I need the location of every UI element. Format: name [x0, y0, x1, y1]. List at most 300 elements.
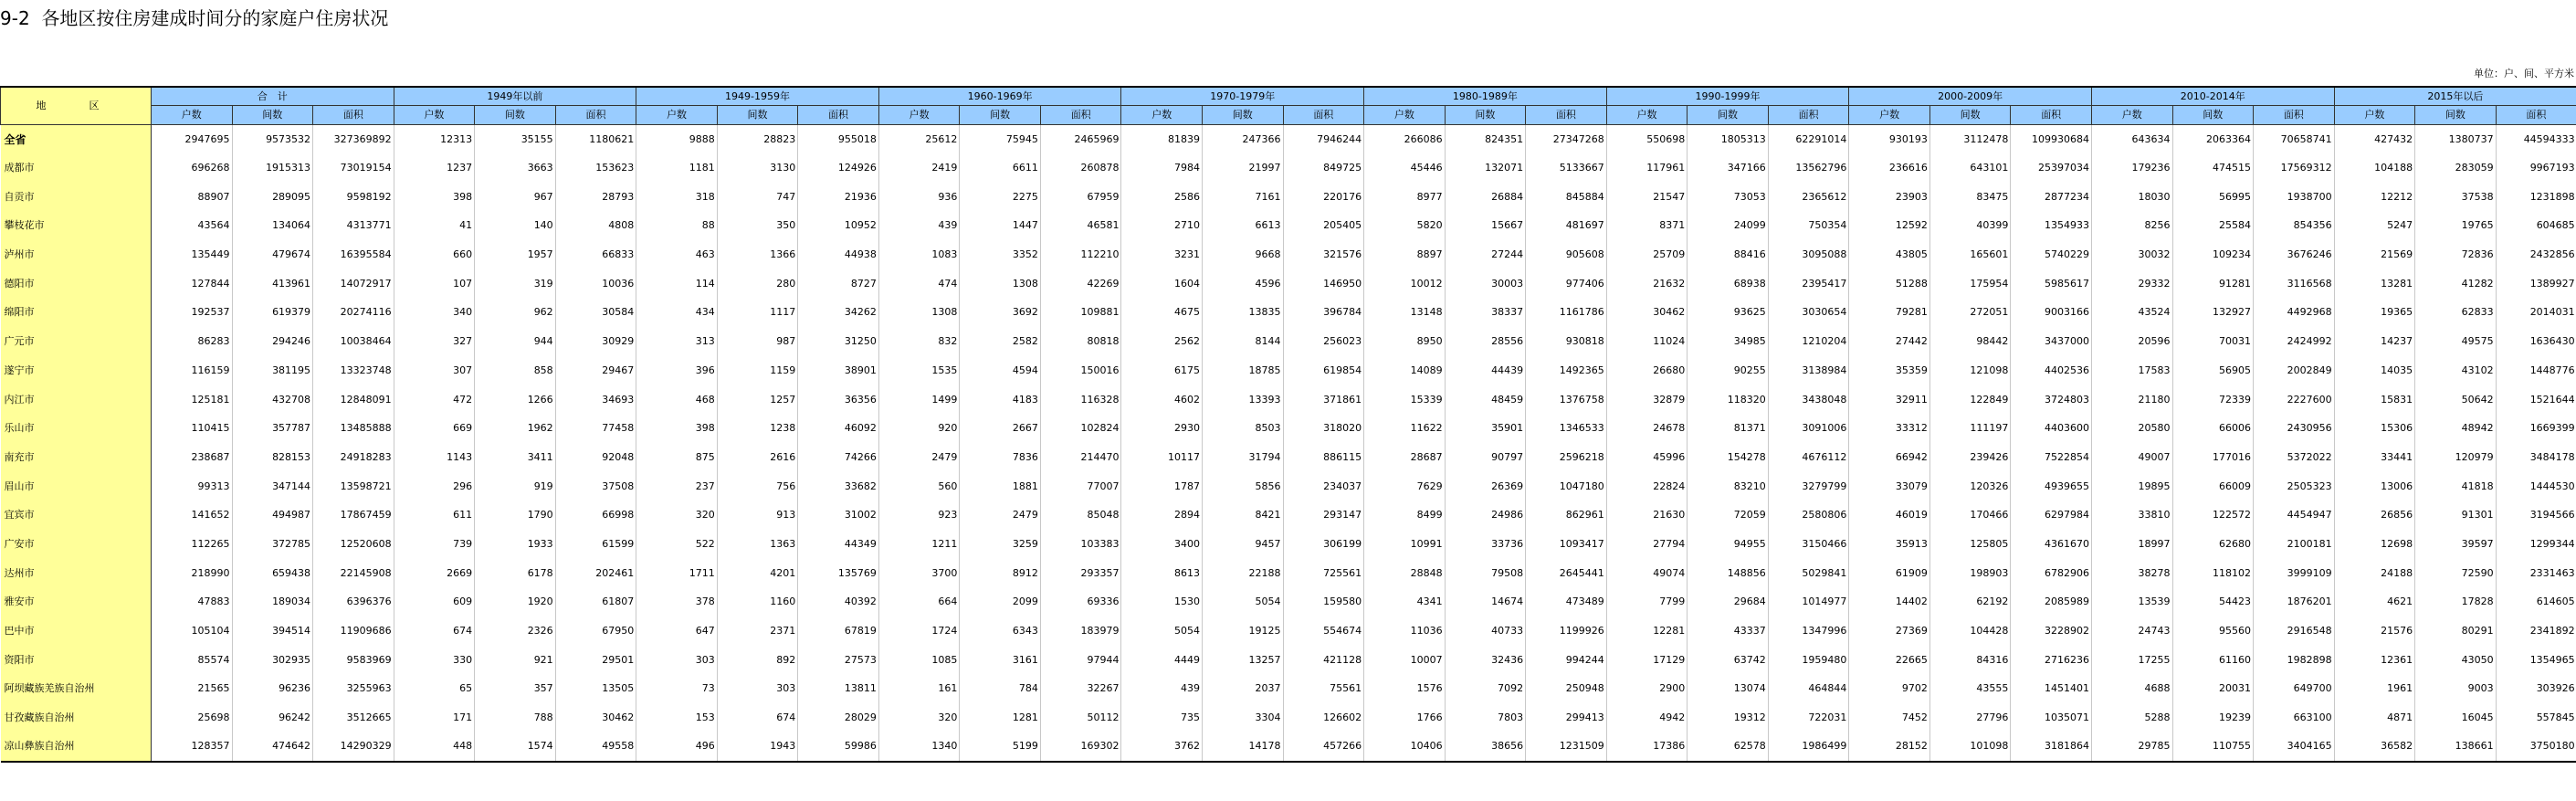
- value-cell: 118320: [1688, 385, 1769, 415]
- value-cell: 481697: [1526, 212, 1607, 241]
- value-cell: 21936: [798, 183, 879, 212]
- value-cell: 1790: [475, 501, 556, 530]
- value-cell: 1363: [717, 530, 798, 559]
- value-cell: 8727: [798, 269, 879, 299]
- value-cell: 72590: [2415, 559, 2497, 588]
- table-row: [1, 299, 2576, 328]
- value-cell: 320: [636, 501, 718, 530]
- value-cell: 756: [717, 472, 798, 501]
- value-cell: 28152: [1849, 732, 1930, 762]
- value-cell: 140: [475, 212, 556, 241]
- value-cell: 1014977: [1768, 588, 1849, 617]
- value-cell: 1636430: [2496, 327, 2576, 356]
- value-cell: 8897: [1364, 240, 1446, 269]
- value-cell: 102824: [1040, 414, 1121, 443]
- value-cell: 73: [636, 675, 718, 704]
- value-cell: 2562: [1121, 327, 1203, 356]
- value-cell: 205405: [1283, 212, 1364, 241]
- value-cell: 25709: [1606, 240, 1688, 269]
- region-cell: 遂宁市: [1, 356, 152, 385]
- value-cell: 30462: [1606, 299, 1688, 328]
- value-cell: 124926: [798, 153, 879, 183]
- value-cell: 50112: [1040, 703, 1121, 732]
- value-cell: 4675: [1121, 299, 1203, 328]
- value-cell: 21630: [1606, 501, 1688, 530]
- value-cell: 381195: [232, 356, 313, 385]
- value-cell: 43805: [1849, 240, 1930, 269]
- value-cell: 33682: [798, 472, 879, 501]
- value-cell: 36356: [798, 385, 879, 415]
- table-body: [1, 125, 2576, 762]
- region-cell: 南充市: [1, 443, 152, 472]
- region-cell: 宜宾市: [1, 501, 152, 530]
- value-cell: 18997: [2091, 530, 2172, 559]
- value-cell: 5985617: [2011, 269, 2092, 299]
- page-title: 9-2 各地区按住房建成时间分的家庭户住房状况: [0, 7, 389, 29]
- value-cell: 30462: [555, 703, 636, 732]
- value-cell: 11036: [1364, 617, 1446, 646]
- value-cell: 1231509: [1526, 732, 1607, 762]
- value-cell: 10036: [555, 269, 636, 299]
- value-cell: 828153: [232, 443, 313, 472]
- value-cell: 66006: [2172, 414, 2254, 443]
- value-cell: 11909686: [313, 617, 394, 646]
- value-cell: 1986499: [1768, 732, 1849, 762]
- value-cell: 439: [878, 212, 960, 241]
- value-cell: 20580: [2091, 414, 2172, 443]
- group-header: 合 计: [152, 87, 394, 106]
- value-cell: 73019154: [313, 153, 394, 183]
- table-row: [1, 703, 2576, 732]
- subcolumn-header: 户数: [878, 106, 960, 125]
- value-cell: 2424992: [2254, 327, 2335, 356]
- value-cell: 7836: [960, 443, 1041, 472]
- subcolumn-header: 户数: [152, 106, 233, 125]
- value-cell: 722031: [1768, 703, 1849, 732]
- value-cell: 2586: [1121, 183, 1203, 212]
- value-cell: 371861: [1283, 385, 1364, 415]
- value-cell: 116328: [1040, 385, 1121, 415]
- value-cell: 9583969: [313, 646, 394, 675]
- value-cell: 3138984: [1768, 356, 1849, 385]
- value-cell: 65: [394, 675, 475, 704]
- value-cell: 189034: [232, 588, 313, 617]
- value-cell: 8950: [1364, 327, 1446, 356]
- value-cell: 2916548: [2254, 617, 2335, 646]
- table-row: [1, 732, 2576, 762]
- value-cell: 24743: [2091, 617, 2172, 646]
- value-cell: 146950: [1283, 269, 1364, 299]
- value-cell: 4942: [1606, 703, 1688, 732]
- value-cell: 2037: [1203, 675, 1284, 704]
- region-cell: 德阳市: [1, 269, 152, 299]
- value-cell: 434: [636, 299, 718, 328]
- value-cell: 3692: [960, 299, 1041, 328]
- value-cell: 19365: [2334, 299, 2415, 328]
- subcolumn-header: 间数: [1929, 106, 2011, 125]
- value-cell: 327369892: [313, 125, 394, 154]
- value-cell: 80291: [2415, 617, 2497, 646]
- value-cell: 321576: [1283, 240, 1364, 269]
- value-cell: 236616: [1849, 153, 1930, 183]
- value-cell: 9573532: [232, 125, 313, 154]
- value-cell: 669: [394, 414, 475, 443]
- value-cell: 32267: [1040, 675, 1121, 704]
- value-cell: 9888: [636, 125, 718, 154]
- value-cell: 49007: [2091, 443, 2172, 472]
- value-cell: 357: [475, 675, 556, 704]
- value-cell: 77007: [1040, 472, 1121, 501]
- value-cell: 747: [717, 183, 798, 212]
- value-cell: 93625: [1688, 299, 1769, 328]
- value-cell: 299413: [1526, 703, 1607, 732]
- value-cell: 2580806: [1768, 501, 1849, 530]
- value-cell: 33736: [1445, 530, 1526, 559]
- value-cell: 303: [636, 646, 718, 675]
- value-cell: 29332: [2091, 269, 2172, 299]
- value-cell: 10991: [1364, 530, 1446, 559]
- value-cell: 91281: [2172, 269, 2254, 299]
- table-row: [1, 153, 2576, 183]
- value-cell: 955018: [798, 125, 879, 154]
- value-cell: 4403600: [2011, 414, 2092, 443]
- value-cell: 1530: [1121, 588, 1203, 617]
- value-cell: 1376758: [1526, 385, 1607, 415]
- value-cell: 1933: [475, 530, 556, 559]
- value-cell: 33312: [1849, 414, 1930, 443]
- value-cell: 2099: [960, 588, 1041, 617]
- value-cell: 550698: [1606, 125, 1688, 154]
- value-cell: 987: [717, 327, 798, 356]
- region-cell: 眉山市: [1, 472, 152, 501]
- subcolumn-header: 户数: [394, 106, 475, 125]
- value-cell: 919: [475, 472, 556, 501]
- value-cell: 1159: [717, 356, 798, 385]
- value-cell: 921: [475, 646, 556, 675]
- value-cell: 4602: [1121, 385, 1203, 415]
- value-cell: 413961: [232, 269, 313, 299]
- value-cell: 43050: [2415, 646, 2497, 675]
- value-cell: 17255: [2091, 646, 2172, 675]
- subcolumn-header: 间数: [232, 106, 313, 125]
- value-cell: 66009: [2172, 472, 2254, 501]
- region-cell: 广元市: [1, 327, 152, 356]
- value-cell: 24986: [1445, 501, 1526, 530]
- value-cell: 8977: [1364, 183, 1446, 212]
- subcolumn-header: 间数: [1688, 106, 1769, 125]
- value-cell: 660: [394, 240, 475, 269]
- value-cell: 91301: [2415, 501, 2497, 530]
- value-cell: 132927: [2172, 299, 2254, 328]
- value-cell: 81839: [1121, 125, 1203, 154]
- value-cell: 9003166: [2011, 299, 2092, 328]
- value-cell: 5820: [1364, 212, 1446, 241]
- value-cell: 2331463: [2496, 559, 2576, 588]
- table-header: [1, 87, 2576, 125]
- value-cell: 647: [636, 617, 718, 646]
- region-cell: 达州市: [1, 559, 152, 588]
- value-cell: 293357: [1040, 559, 1121, 588]
- value-cell: 4361670: [2011, 530, 2092, 559]
- value-cell: 13811: [798, 675, 879, 704]
- value-cell: 674: [394, 617, 475, 646]
- value-cell: 17569312: [2254, 153, 2335, 183]
- subcolumn-header: 户数: [1364, 106, 1446, 125]
- value-cell: 72836: [2415, 240, 2497, 269]
- value-cell: 30584: [555, 299, 636, 328]
- value-cell: 2582: [960, 327, 1041, 356]
- data-table-container: [0, 86, 2576, 763]
- value-cell: 3259: [960, 530, 1041, 559]
- value-cell: 1347996: [1768, 617, 1849, 646]
- value-cell: 289095: [232, 183, 313, 212]
- value-cell: 37538: [2415, 183, 2497, 212]
- value-cell: 1447: [960, 212, 1041, 241]
- value-cell: 161: [878, 675, 960, 704]
- value-cell: 7799: [1606, 588, 1688, 617]
- value-cell: 643101: [1929, 153, 2011, 183]
- value-cell: 26369: [1445, 472, 1526, 501]
- value-cell: 25397034: [2011, 153, 2092, 183]
- table-row: [1, 472, 2576, 501]
- subcolumn-header: 面积: [798, 106, 879, 125]
- value-cell: 739: [394, 530, 475, 559]
- value-cell: 54423: [2172, 588, 2254, 617]
- group-header: 1990-1999年: [1606, 87, 1849, 106]
- value-cell: 1143: [394, 443, 475, 472]
- subcolumn-header: 间数: [2415, 106, 2497, 125]
- value-cell: 25698: [152, 703, 233, 732]
- value-cell: 45996: [1606, 443, 1688, 472]
- value-cell: 43524: [2091, 299, 2172, 328]
- value-cell: 66833: [555, 240, 636, 269]
- value-cell: 2341892: [2496, 617, 2576, 646]
- value-cell: 61807: [555, 588, 636, 617]
- value-cell: 90255: [1688, 356, 1769, 385]
- subcolumn-header: 间数: [1445, 106, 1526, 125]
- value-cell: 43337: [1688, 617, 1769, 646]
- value-cell: 234037: [1283, 472, 1364, 501]
- value-cell: 1724: [878, 617, 960, 646]
- value-cell: 128357: [152, 732, 233, 762]
- subcolumn-header: 面积: [555, 106, 636, 125]
- value-cell: 48942: [2415, 414, 2497, 443]
- value-cell: 13505: [555, 675, 636, 704]
- value-cell: 34985: [1688, 327, 1769, 356]
- value-cell: 824351: [1445, 125, 1526, 154]
- value-cell: 32436: [1445, 646, 1526, 675]
- value-cell: 2432856: [2496, 240, 2576, 269]
- value-cell: 260878: [1040, 153, 1121, 183]
- value-cell: 19895: [2091, 472, 2172, 501]
- subcolumn-header: 户数: [1849, 106, 1930, 125]
- value-cell: 320: [878, 703, 960, 732]
- region-cell: 绵阳市: [1, 299, 152, 328]
- value-cell: 2930: [1121, 414, 1203, 443]
- value-cell: 9702: [1849, 675, 1930, 704]
- value-cell: 120979: [2415, 443, 2497, 472]
- value-cell: 138661: [2415, 732, 2497, 762]
- value-cell: 372785: [232, 530, 313, 559]
- table-row-total: [1, 125, 2576, 154]
- value-cell: 5856: [1203, 472, 1284, 501]
- value-cell: 12212: [2334, 183, 2415, 212]
- value-cell: 554674: [1283, 617, 1364, 646]
- value-cell: 2710: [1121, 212, 1203, 241]
- value-cell: 8256: [2091, 212, 2172, 241]
- value-cell: 51288: [1849, 269, 1930, 299]
- value-cell: 46581: [1040, 212, 1121, 241]
- value-cell: 394514: [232, 617, 313, 646]
- value-cell: 357787: [232, 414, 313, 443]
- value-cell: 40399: [1929, 212, 2011, 241]
- value-cell: 1281: [960, 703, 1041, 732]
- value-cell: 854356: [2254, 212, 2335, 241]
- region-cell: 雅安市: [1, 588, 152, 617]
- value-cell: 280: [717, 269, 798, 299]
- value-cell: 13074: [1688, 675, 1769, 704]
- table-row: [1, 530, 2576, 559]
- value-cell: 27369: [1849, 617, 1930, 646]
- region-cell: 凉山彝族自治州: [1, 732, 152, 762]
- value-cell: 936: [878, 183, 960, 212]
- value-cell: 175954: [1929, 269, 2011, 299]
- value-cell: 4939655: [2011, 472, 2092, 501]
- value-cell: 6297984: [2011, 501, 2092, 530]
- value-cell: 35155: [475, 125, 556, 154]
- value-cell: 49074: [1606, 559, 1688, 588]
- value-cell: 725561: [1283, 559, 1364, 588]
- value-cell: 109234: [2172, 240, 2254, 269]
- value-cell: 10952: [798, 212, 879, 241]
- value-cell: 117961: [1606, 153, 1688, 183]
- value-cell: 2479: [878, 443, 960, 472]
- value-cell: 27244: [1445, 240, 1526, 269]
- value-cell: 88907: [152, 183, 233, 212]
- value-cell: 192537: [152, 299, 233, 328]
- value-cell: 1805313: [1688, 125, 1769, 154]
- value-cell: 104428: [1929, 617, 2011, 646]
- value-cell: 663100: [2254, 703, 2335, 732]
- value-cell: 1299344: [2496, 530, 2576, 559]
- value-cell: 47883: [152, 588, 233, 617]
- value-cell: 1366: [717, 240, 798, 269]
- table-row: [1, 646, 2576, 675]
- value-cell: 2596218: [1526, 443, 1607, 472]
- value-cell: 132071: [1445, 153, 1526, 183]
- value-cell: 45446: [1364, 153, 1446, 183]
- value-cell: 4201: [717, 559, 798, 588]
- value-cell: 59986: [798, 732, 879, 762]
- value-cell: 8503: [1203, 414, 1284, 443]
- value-cell: 886115: [1283, 443, 1364, 472]
- value-cell: 67819: [798, 617, 879, 646]
- value-cell: 474642: [232, 732, 313, 762]
- value-cell: 27442: [1849, 327, 1930, 356]
- group-header: 1949年以前: [394, 87, 636, 106]
- value-cell: 29684: [1688, 588, 1769, 617]
- value-cell: 13006: [2334, 472, 2415, 501]
- value-cell: 8421: [1203, 501, 1284, 530]
- value-cell: 5247: [2334, 212, 2415, 241]
- value-cell: 153: [636, 703, 718, 732]
- value-cell: 70031: [2172, 327, 2254, 356]
- value-cell: 13562796: [1768, 153, 1849, 183]
- value-cell: 3724803: [2011, 385, 2092, 415]
- value-cell: 126602: [1283, 703, 1364, 732]
- value-cell: 2465969: [1040, 125, 1121, 154]
- value-cell: 2716236: [2011, 646, 2092, 675]
- value-cell: 611: [394, 501, 475, 530]
- value-cell: 49558: [555, 732, 636, 762]
- value-cell: 2894: [1121, 501, 1203, 530]
- value-cell: 3676246: [2254, 240, 2335, 269]
- value-cell: 3999109: [2254, 559, 2335, 588]
- value-cell: 3279799: [1768, 472, 1849, 501]
- value-cell: 3194566: [2496, 501, 2576, 530]
- value-cell: 111197: [1929, 414, 2011, 443]
- value-cell: 153623: [555, 153, 636, 183]
- value-cell: 135769: [798, 559, 879, 588]
- value-cell: 198903: [1929, 559, 2011, 588]
- value-cell: 6175: [1121, 356, 1203, 385]
- value-cell: 4808: [555, 212, 636, 241]
- value-cell: 40733: [1445, 617, 1526, 646]
- value-cell: 1881: [960, 472, 1041, 501]
- value-cell: 3130: [717, 153, 798, 183]
- value-cell: 67959: [1040, 183, 1121, 212]
- value-cell: 4596: [1203, 269, 1284, 299]
- value-cell: 169302: [1040, 732, 1121, 762]
- value-cell: 237: [636, 472, 718, 501]
- value-cell: 10007: [1364, 646, 1446, 675]
- value-cell: 26884: [1445, 183, 1526, 212]
- table-row: [1, 356, 2576, 385]
- value-cell: 1787: [1121, 472, 1203, 501]
- group-header: 1949-1959年: [636, 87, 879, 106]
- value-cell: 1093417: [1526, 530, 1607, 559]
- value-cell: 1499: [878, 385, 960, 415]
- value-cell: 892: [717, 646, 798, 675]
- value-cell: 43564: [152, 212, 233, 241]
- value-cell: 522: [636, 530, 718, 559]
- value-cell: 1521644: [2496, 385, 2576, 415]
- value-cell: 474: [878, 269, 960, 299]
- subcolumn-header: 面积: [2011, 106, 2092, 125]
- value-cell: 4871: [2334, 703, 2415, 732]
- value-cell: 3700: [878, 559, 960, 588]
- value-cell: 14674: [1445, 588, 1526, 617]
- value-cell: 977406: [1526, 269, 1607, 299]
- value-cell: 61599: [555, 530, 636, 559]
- value-cell: 67950: [555, 617, 636, 646]
- value-cell: 40392: [798, 588, 879, 617]
- value-cell: 12281: [1606, 617, 1688, 646]
- value-cell: 1035071: [2011, 703, 2092, 732]
- unit-label: 单位：户、间、平方米: [2474, 68, 2574, 79]
- subcolumn-header: 面积: [1283, 106, 1364, 125]
- value-cell: 784: [960, 675, 1041, 704]
- value-cell: 3095088: [1768, 240, 1849, 269]
- value-cell: 7092: [1445, 675, 1526, 704]
- value-cell: 1266: [475, 385, 556, 415]
- value-cell: 396: [636, 356, 718, 385]
- value-cell: 134064: [232, 212, 313, 241]
- value-cell: 30032: [2091, 240, 2172, 269]
- value-cell: 9967193: [2496, 153, 2576, 183]
- value-cell: 421128: [1283, 646, 1364, 675]
- value-cell: 90797: [1445, 443, 1526, 472]
